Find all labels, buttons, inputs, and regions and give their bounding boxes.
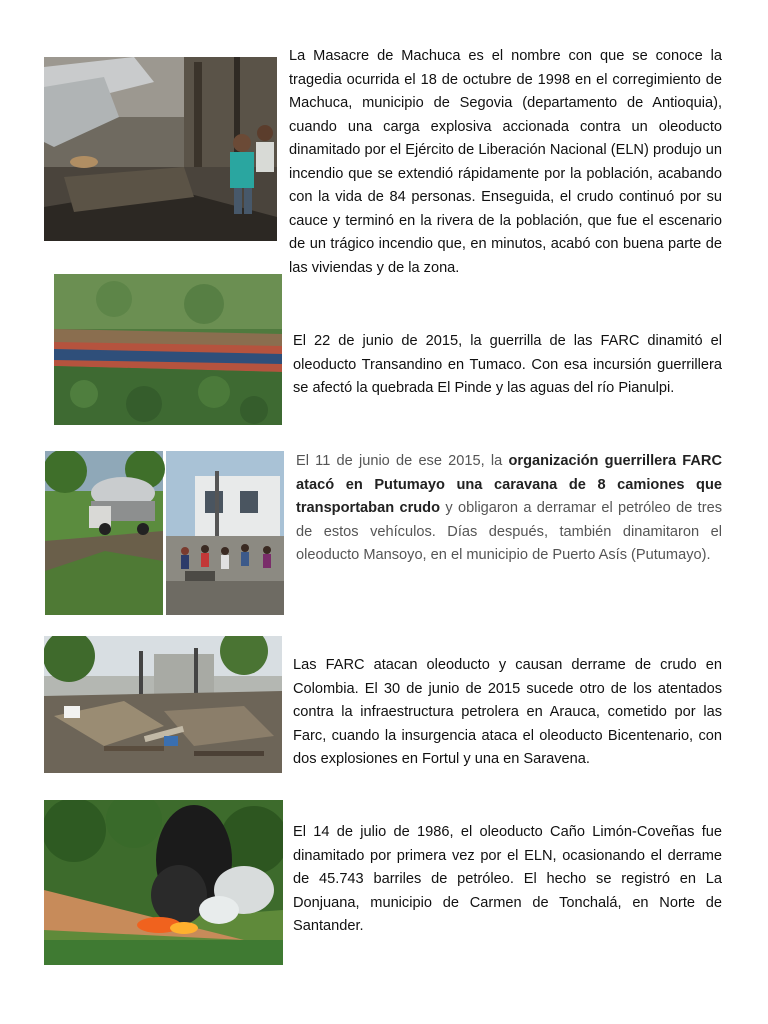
putumayo-text-bold: organización guerrillera FARC atacó en Putumayo una caravana de 8 camiones que transportaban crudo — [296, 453, 722, 516]
putumayo-text-start: El 11 de junio de ese 2015, la — [296, 453, 509, 469]
destroyed-house-rubble-photo — [44, 636, 282, 773]
village-burned-ruins-photo — [44, 57, 277, 241]
machuca-massacre-text: La Masacre de Machuca es el nombre con que se conoce la tragedia ocurrida el 18 de octubre de 1998 en el corregimiento de Machuca, municipio de Segovia (departamento de Antioquia), cuando una carga explosiva accionada contra un oleoducto dinamitado por el Ejército de Liberación Nacional (ELN) produjo un incendio que se extendió rápidamente por la población, acabando con la vida de 84 personas. Enseguida, el crudo continuó por su cauce y terminó en la rivera de la población, que fue el escenario de un trágico incendio que, en minutos, acabó con buena parte de las viviendas y de la zona. — [289, 48, 722, 276]
tumaco-pipeline-text: El 22 de junio de 2015, la guerrilla de las FARC dinamitó el oleoducto Transandino en Tumaco. Con esa incursión guerrillera se afectó la quebrada El Pinde y las aguas del río Pianulpi. — [293, 333, 722, 396]
putumayo-text-end: y obligaron a derramar el petróleo de tres de estos vehículos. Días después, también dinamitaron el oleoducto Mansoyo, en el municipio de Puerto Asís (Putumayo). — [296, 500, 722, 563]
river-oil-spill-aerial-photo — [54, 274, 282, 425]
tanker-truck-and-crowd-photos — [45, 451, 284, 615]
arauca-bicentenario-text: Las FARC atacan oleoducto y causan derrame de crudo en Colombia. El 30 de junio de 2015 sucede otro de los atentados contra la infraestructura petrolera en Arauca, cometido por las Farc, cuando la insurgencia ataca el oleoducto Bicentenario, con dos explosiones en Fortul y una en Saravena. — [293, 657, 722, 767]
pipeline-fire-smoke-photo — [44, 800, 283, 965]
cano-limon-covenas-text: El 14 de julio de 1986, el oleoducto Caño Limón-Coveñas fue dinamitado por primera vez por el ELN, ocasionando el derrame de 45.743 barriles de petróleo. El hecho se registró en La Donjuana, municipio de Carmen de Tonchalá, en Norte de Santander. — [293, 824, 722, 934]
putumayo-caravan-text — [296, 450, 722, 568]
